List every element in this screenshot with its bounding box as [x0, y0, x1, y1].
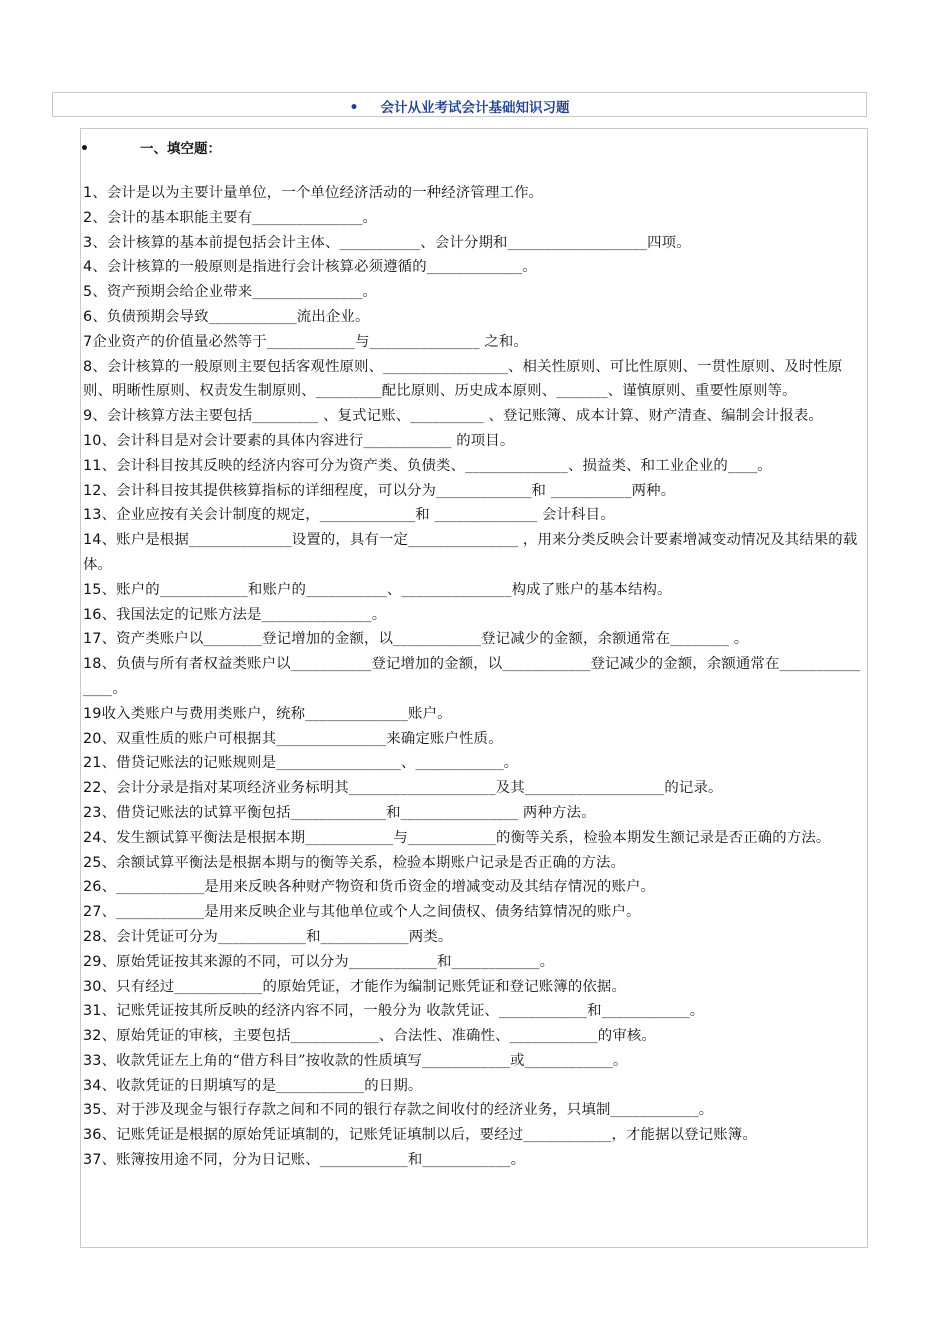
question-item: [83, 305, 867, 330]
question-text: 、对于涉及现金与银行存款之间和不同的银行存款之间收付的经济业务，只填制____________。: [101, 1102, 714, 1119]
question-number: 26: [83, 879, 102, 896]
question-text: 、负债与所有者权益类账户以___________登记增加的金额，以____________登记减少的金额，余额通常在_______________。: [83, 656, 861, 697]
question-item: [83, 454, 867, 479]
question-number: 14: [83, 532, 102, 549]
question-number: 30: [83, 978, 102, 995]
question-item: [83, 255, 867, 280]
question-text: 、发生额试算平衡法是根据本期____________与____________的衡等关系，检验本期发生额记录是否正确的方法。: [101, 829, 831, 846]
question-number: 23: [83, 804, 102, 821]
question-text: 、收款凭证的日期填写的是____________的日期。: [101, 1077, 423, 1094]
question-number: 9: [83, 408, 93, 425]
question-number: 16: [83, 606, 102, 623]
question-item: [83, 1148, 867, 1173]
question-item: [83, 727, 867, 752]
question-item: [83, 528, 867, 578]
question-number: 2: [83, 209, 93, 226]
question-text: 、会计的基本职能主要有_______________。: [92, 209, 377, 226]
question-number: 27: [83, 904, 102, 921]
question-item: [83, 875, 867, 900]
question-item: [83, 1049, 867, 1074]
question-text: 、原始凭证按其来源的不同，可以分为____________和____________。: [101, 953, 555, 970]
question-item: [83, 999, 867, 1024]
question-number: 11: [83, 457, 102, 474]
question-text: 、会计凭证可分为____________和____________两类。: [101, 928, 453, 945]
question-number: 5: [83, 284, 93, 301]
question-number: 12: [83, 482, 102, 499]
question-text: 、____________是用来反映企业与其他单位或个人之间债权、债务结算情况的账户。: [101, 904, 641, 921]
question-item: [83, 355, 867, 405]
question-item: [83, 652, 867, 702]
question-item: [83, 1098, 867, 1123]
question-number: 8: [83, 358, 93, 375]
question-text: 、会计核算的基本前提包括会计主体、___________、会计分期和___________________四项。: [92, 234, 691, 251]
question-text: 、会计科目按其提供核算指标的详细程度，可以分为_____________和 ___________两种。: [101, 482, 676, 499]
question-item: [83, 801, 867, 826]
question-text: 、会计核算的一般原则是指进行会计核算必须遵循的_____________。: [92, 259, 537, 276]
question-number: 17: [83, 631, 102, 648]
section-heading-text: 一、填空题：: [140, 141, 221, 157]
question-text: 、我国法定的记账方法是_______________。: [101, 606, 387, 623]
question-item: [83, 603, 867, 628]
question-item: [83, 826, 867, 851]
question-text: 企业资产的价值量必然等于____________与_______________ 之和。: [92, 333, 529, 350]
question-item: [83, 851, 867, 876]
question-item: [83, 503, 867, 528]
question-number: 36: [83, 1127, 102, 1144]
question-text: 、借贷记账法的试算平衡包括_____________和________________ 两种方法。: [101, 804, 596, 821]
question-text: 、资产预期会给企业带来_______________。: [92, 284, 377, 301]
question-item: [83, 1074, 867, 1099]
question-number: 34: [83, 1077, 102, 1094]
question-text: 、原始凭证的审核，主要包括____________、合法性、准确性、____________的审核。: [101, 1028, 656, 1045]
question-item: [83, 206, 867, 231]
question-number: 3: [83, 234, 93, 251]
question-item: [83, 479, 867, 504]
document-title: [53, 96, 866, 116]
section-bullet: •: [80, 141, 89, 157]
question-item: [83, 1024, 867, 1049]
question-text: 、账簿按用途不同，分为日记账、____________和____________。: [101, 1152, 526, 1169]
question-item: [83, 429, 867, 454]
question-text: 、借贷记账法的记账规则是_________________、____________。: [101, 755, 519, 772]
question-number: 4: [83, 259, 93, 276]
question-item: [83, 181, 867, 206]
question-number: 28: [83, 928, 102, 945]
question-item: [83, 1123, 867, 1148]
question-text: 、会计科目按其反映的经济内容可分为资产类、负债类、______________、损益类、和工业企业的____。: [101, 457, 772, 474]
question-number: 18: [83, 656, 102, 673]
question-number: 33: [83, 1052, 102, 1069]
question-number: 7: [83, 333, 93, 350]
question-text: 、只有经过____________的原始凭证，才能作为编制记账凭证和登记账簿的依据。: [101, 978, 626, 995]
question-number: 15: [83, 581, 102, 598]
question-text: 、会计分录是指对某项经济业务标明其____________________及其___________________的记录。: [101, 780, 723, 797]
question-item: [83, 925, 867, 950]
question-number: 21: [83, 755, 102, 772]
question-number: 1: [83, 185, 93, 201]
question-number: 29: [83, 953, 102, 970]
question-text: 、资产类账户以________登记增加的金额，以____________登记减少的金额，余额通常在________ 。: [101, 631, 749, 648]
question-number: 6: [83, 308, 93, 325]
question-item: [83, 950, 867, 975]
question-item: [83, 627, 867, 652]
section-heading: [80, 137, 221, 157]
question-text: 、____________是用来反映各种财产物资和货币资金的增减变动及其结存情况的账户。: [101, 879, 656, 896]
question-item: [83, 900, 867, 925]
question-text: 、记账凭证按其所反映的经济内容不同，一般分为 收款凭证、____________和____________。: [101, 1003, 705, 1020]
question-text: 、负债预期会导致____________流出企业。: [92, 308, 370, 325]
question-number: 19: [83, 705, 102, 722]
question-text: 、会计是以为主要计量单位，一个单位经济活动的一种经济管理工作。: [92, 185, 544, 201]
question-item: [83, 578, 867, 603]
question-number: 32: [83, 1028, 102, 1045]
question-item: [83, 702, 867, 727]
question-number: 35: [83, 1102, 102, 1119]
question-text: 、余额试算平衡法是根据本期与的衡等关系，检验本期账户记录是否正确的方法。: [101, 854, 626, 871]
question-text: 、记账凭证是根据的原始凭证填制的，记账凭证填制以后，要经过____________，才能据以登记账簿。: [101, 1127, 757, 1144]
question-number: 13: [83, 507, 102, 524]
question-number: 20: [83, 730, 102, 747]
title-box: [52, 92, 867, 117]
question-item: [83, 231, 867, 256]
question-number: 10: [83, 432, 102, 449]
question-list: [83, 181, 867, 1173]
question-number: 31: [83, 1003, 102, 1020]
question-text: 、会计核算的一般原则主要包括客观性原则、_________________、相关性原则、可比性原则、一贯性原则、及时性原则、明晰性原则、权责发生制原则、_________配比原则、历史成本原则、_______、谨慎原则、重要性原则等。: [83, 358, 843, 400]
question-item: [83, 404, 867, 429]
question-number: 22: [83, 780, 102, 797]
question-text: 收入类账户与费用类账户，统称______________账户。: [101, 705, 452, 722]
question-item: [83, 330, 867, 355]
question-number: 24: [83, 829, 102, 846]
question-text: 、账户是根据______________设置的，具有一定_______________ ，用来分类反映会计要素增减变动情况及其结果的载体。: [83, 532, 858, 573]
title-bullet: •: [349, 100, 359, 116]
question-item: [83, 776, 867, 801]
question-item: [83, 975, 867, 1000]
question-text: 、账户的____________和账户的___________、_______________构成了账户的基本结构。: [101, 581, 672, 598]
question-item: [83, 751, 867, 776]
question-text: 、会计核算方法主要包括_________ 、复式记账、__________ 、登记账簿、成本计算、财产清查、编制会计报表。: [92, 408, 823, 425]
document-title-text: 会计从业考试会计基础知识习题: [380, 100, 570, 116]
question-text: 、双重性质的账户可根据其_______________来确定账户性质。: [101, 730, 503, 747]
question-text: 、企业应按有关会计制度的规定，_____________和 ______________ 会计科目。: [101, 507, 615, 524]
question-text: 、会计科目是对会计要素的具体内容进行____________ 的项目。: [101, 432, 515, 449]
question-text: 、收款凭证左上角的“借方科目”按收款的性质填写____________或____________。: [101, 1052, 628, 1069]
question-item: [83, 280, 867, 305]
question-number: 25: [83, 854, 102, 871]
question-number: 37: [83, 1152, 102, 1169]
